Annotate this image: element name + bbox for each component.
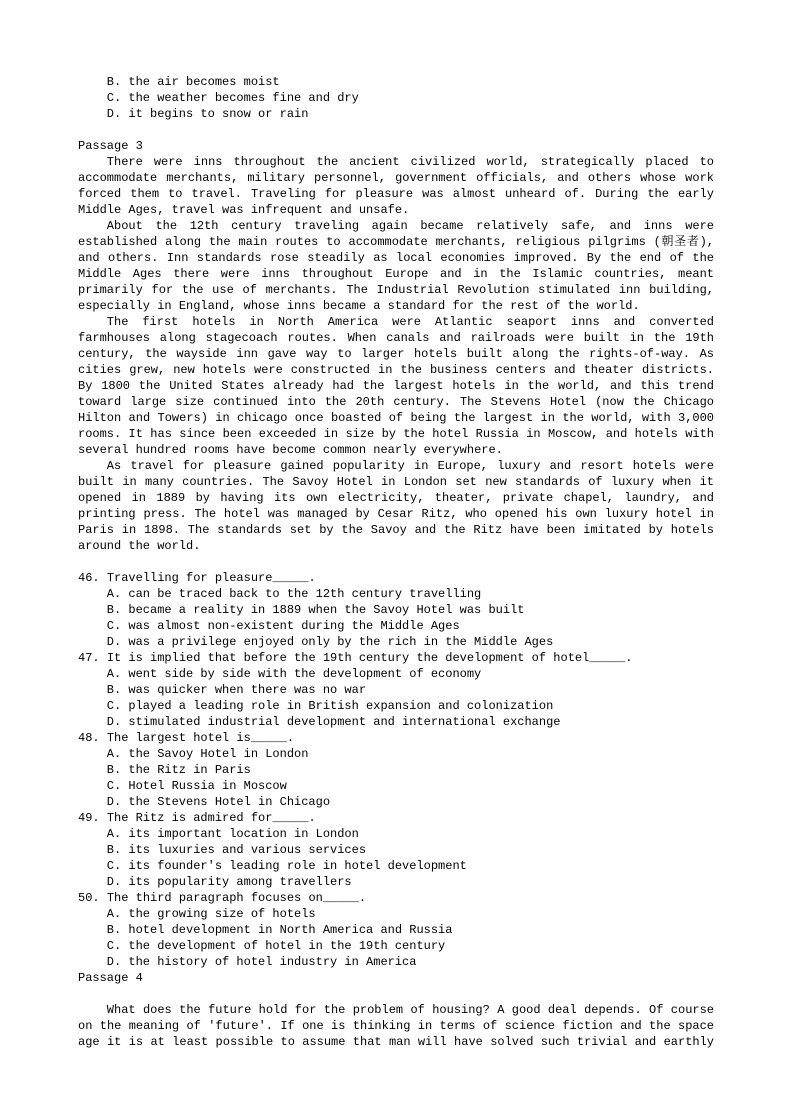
question-line xyxy=(78,890,714,906)
passage-4-heading: Passage 4 xyxy=(78,971,143,985)
question-option: A. can be traced back to the 12th century travelling xyxy=(106,587,482,601)
question-option: D. was a privilege enjoyed only by the rich in the Middle Ages xyxy=(106,635,554,649)
question-option: D. stimulated industrial development and international exchange xyxy=(106,715,561,729)
question-option: D. the history of hotel industry in America xyxy=(106,955,417,969)
question-option: A. the Savoy Hotel in London xyxy=(106,747,309,761)
question-option: C. Hotel Russia in Moscow xyxy=(106,779,287,793)
question-line xyxy=(78,570,714,586)
question-number: 46. xyxy=(78,571,100,585)
question-option: B. its luxuries and various services xyxy=(106,843,367,857)
passage-3-paragraph: The first hotels in North America were Atlantic seaport inns and converted farmhouses along stagecoach routes. When canals and railroads were built in the 19th century, the wayside inn gave way to larger hotels built along the rights-of-way. As cities grew, new hotels were constructed in the business centers and theater districts. By 1800 the United States already had the largest hotels in the world, and this trend toward large size continued into the 20th century. The Stevens Hotel (now the Chicago Hilton and Towers) in chicago once boasted of being the largest in the world, with 3,000 rooms. It has since been exceeded in size by the hotel Russia in Moscow, and hotels with several hundred rooms have become common nearly everywhere. xyxy=(78,315,714,457)
question-option: B. became a reality in 1889 when the Savoy Hotel was built xyxy=(106,603,525,617)
passage-4-paragraph: What does the future hold for the problem of housing? A good deal depends. Of course on the meaning of 'future'. If one is thinking in terms of science fiction and the space age it is at least possible to assume that man will have solved such trivial and earthly xyxy=(78,1003,714,1049)
question-number: 47. xyxy=(78,651,100,665)
question-stem: It is implied that before the 19th century the development of hotel_____. xyxy=(106,651,633,665)
question-number: 50. xyxy=(78,891,100,905)
blank-line xyxy=(78,986,714,1002)
prior-option-line: C. the weather becomes fine and dry xyxy=(106,91,359,105)
question-line xyxy=(78,730,714,746)
question-option: B. the Ritz in Paris xyxy=(106,763,251,777)
question-option: A. went side by side with the development of economy xyxy=(106,667,482,681)
question-stem: Travelling for pleasure_____. xyxy=(106,571,316,585)
question-option: A. the growing size of hotels xyxy=(106,907,316,921)
question-option: D. the Stevens Hotel in Chicago xyxy=(106,795,331,809)
question-line xyxy=(78,650,714,666)
passage-3-heading: Passage 3 xyxy=(78,139,143,153)
question-stem: The Ritz is admired for_____. xyxy=(106,811,316,825)
question-option: A. its important location in London xyxy=(106,827,359,841)
blank-line xyxy=(78,554,714,570)
document-body xyxy=(78,74,714,1050)
question-line xyxy=(78,810,714,826)
prior-option-line: D. it begins to snow or rain xyxy=(106,107,309,121)
question-option: B. hotel development in North America and Russia xyxy=(106,923,453,937)
question-option: C. its founder's leading role in hotel development xyxy=(106,859,467,873)
question-option: D. its popularity among travellers xyxy=(106,875,352,889)
question-stem: The third paragraph focuses on_____. xyxy=(106,891,367,905)
question-number: 48. xyxy=(78,731,100,745)
question-option: C. played a leading role in British expansion and colonization xyxy=(106,699,554,713)
question-stem: The largest hotel is_____. xyxy=(106,731,295,745)
question-option: C. the development of hotel in the 19th century xyxy=(106,939,446,953)
blank-line xyxy=(78,122,714,138)
passage-3-paragraph: There were inns throughout the ancient civilized world, strategically placed to accommodate merchants, military personnel, government officials, and others whose work forced them to travel. Traveling for pleasure was almost unheard of. During the early Middle Ages, travel was infrequent and unsafe. xyxy=(78,155,714,217)
passage-3-paragraph: As travel for pleasure gained popularity in Europe, luxury and resort hotels were built in many countries. The Savoy Hotel in London set new standards of luxury when it opened in 1889 by having its own electricity, theater, private chapel, laundry, and printing press. The hotel was managed by Cesar Ritz, who opened his own luxury hotel in Paris in 1898. The standards set by the Savoy and the Ritz have been imitated by hotels around the world. xyxy=(78,459,714,553)
question-option: C. was almost non-existent during the Middle Ages xyxy=(106,619,460,633)
prior-option-line: B. the air becomes moist xyxy=(106,75,280,89)
question-option: B. was quicker when there was no war xyxy=(106,683,367,697)
passage-3-paragraph: About the 12th century traveling again became relatively safe, and inns were established along the main routes to accommodate merchants, religious pilgrims (朝圣者), and others. Inn standards rose steadily as local economies improved. By the end of the Middle Ages there were inns throughout Europe and in the Islamic countries, meant primarily for the use of merchants. The Industrial Revolution stimulated inn building, especially in England, whose inns became a standard for the rest of the world. xyxy=(78,219,714,313)
question-number: 49. xyxy=(78,811,100,825)
